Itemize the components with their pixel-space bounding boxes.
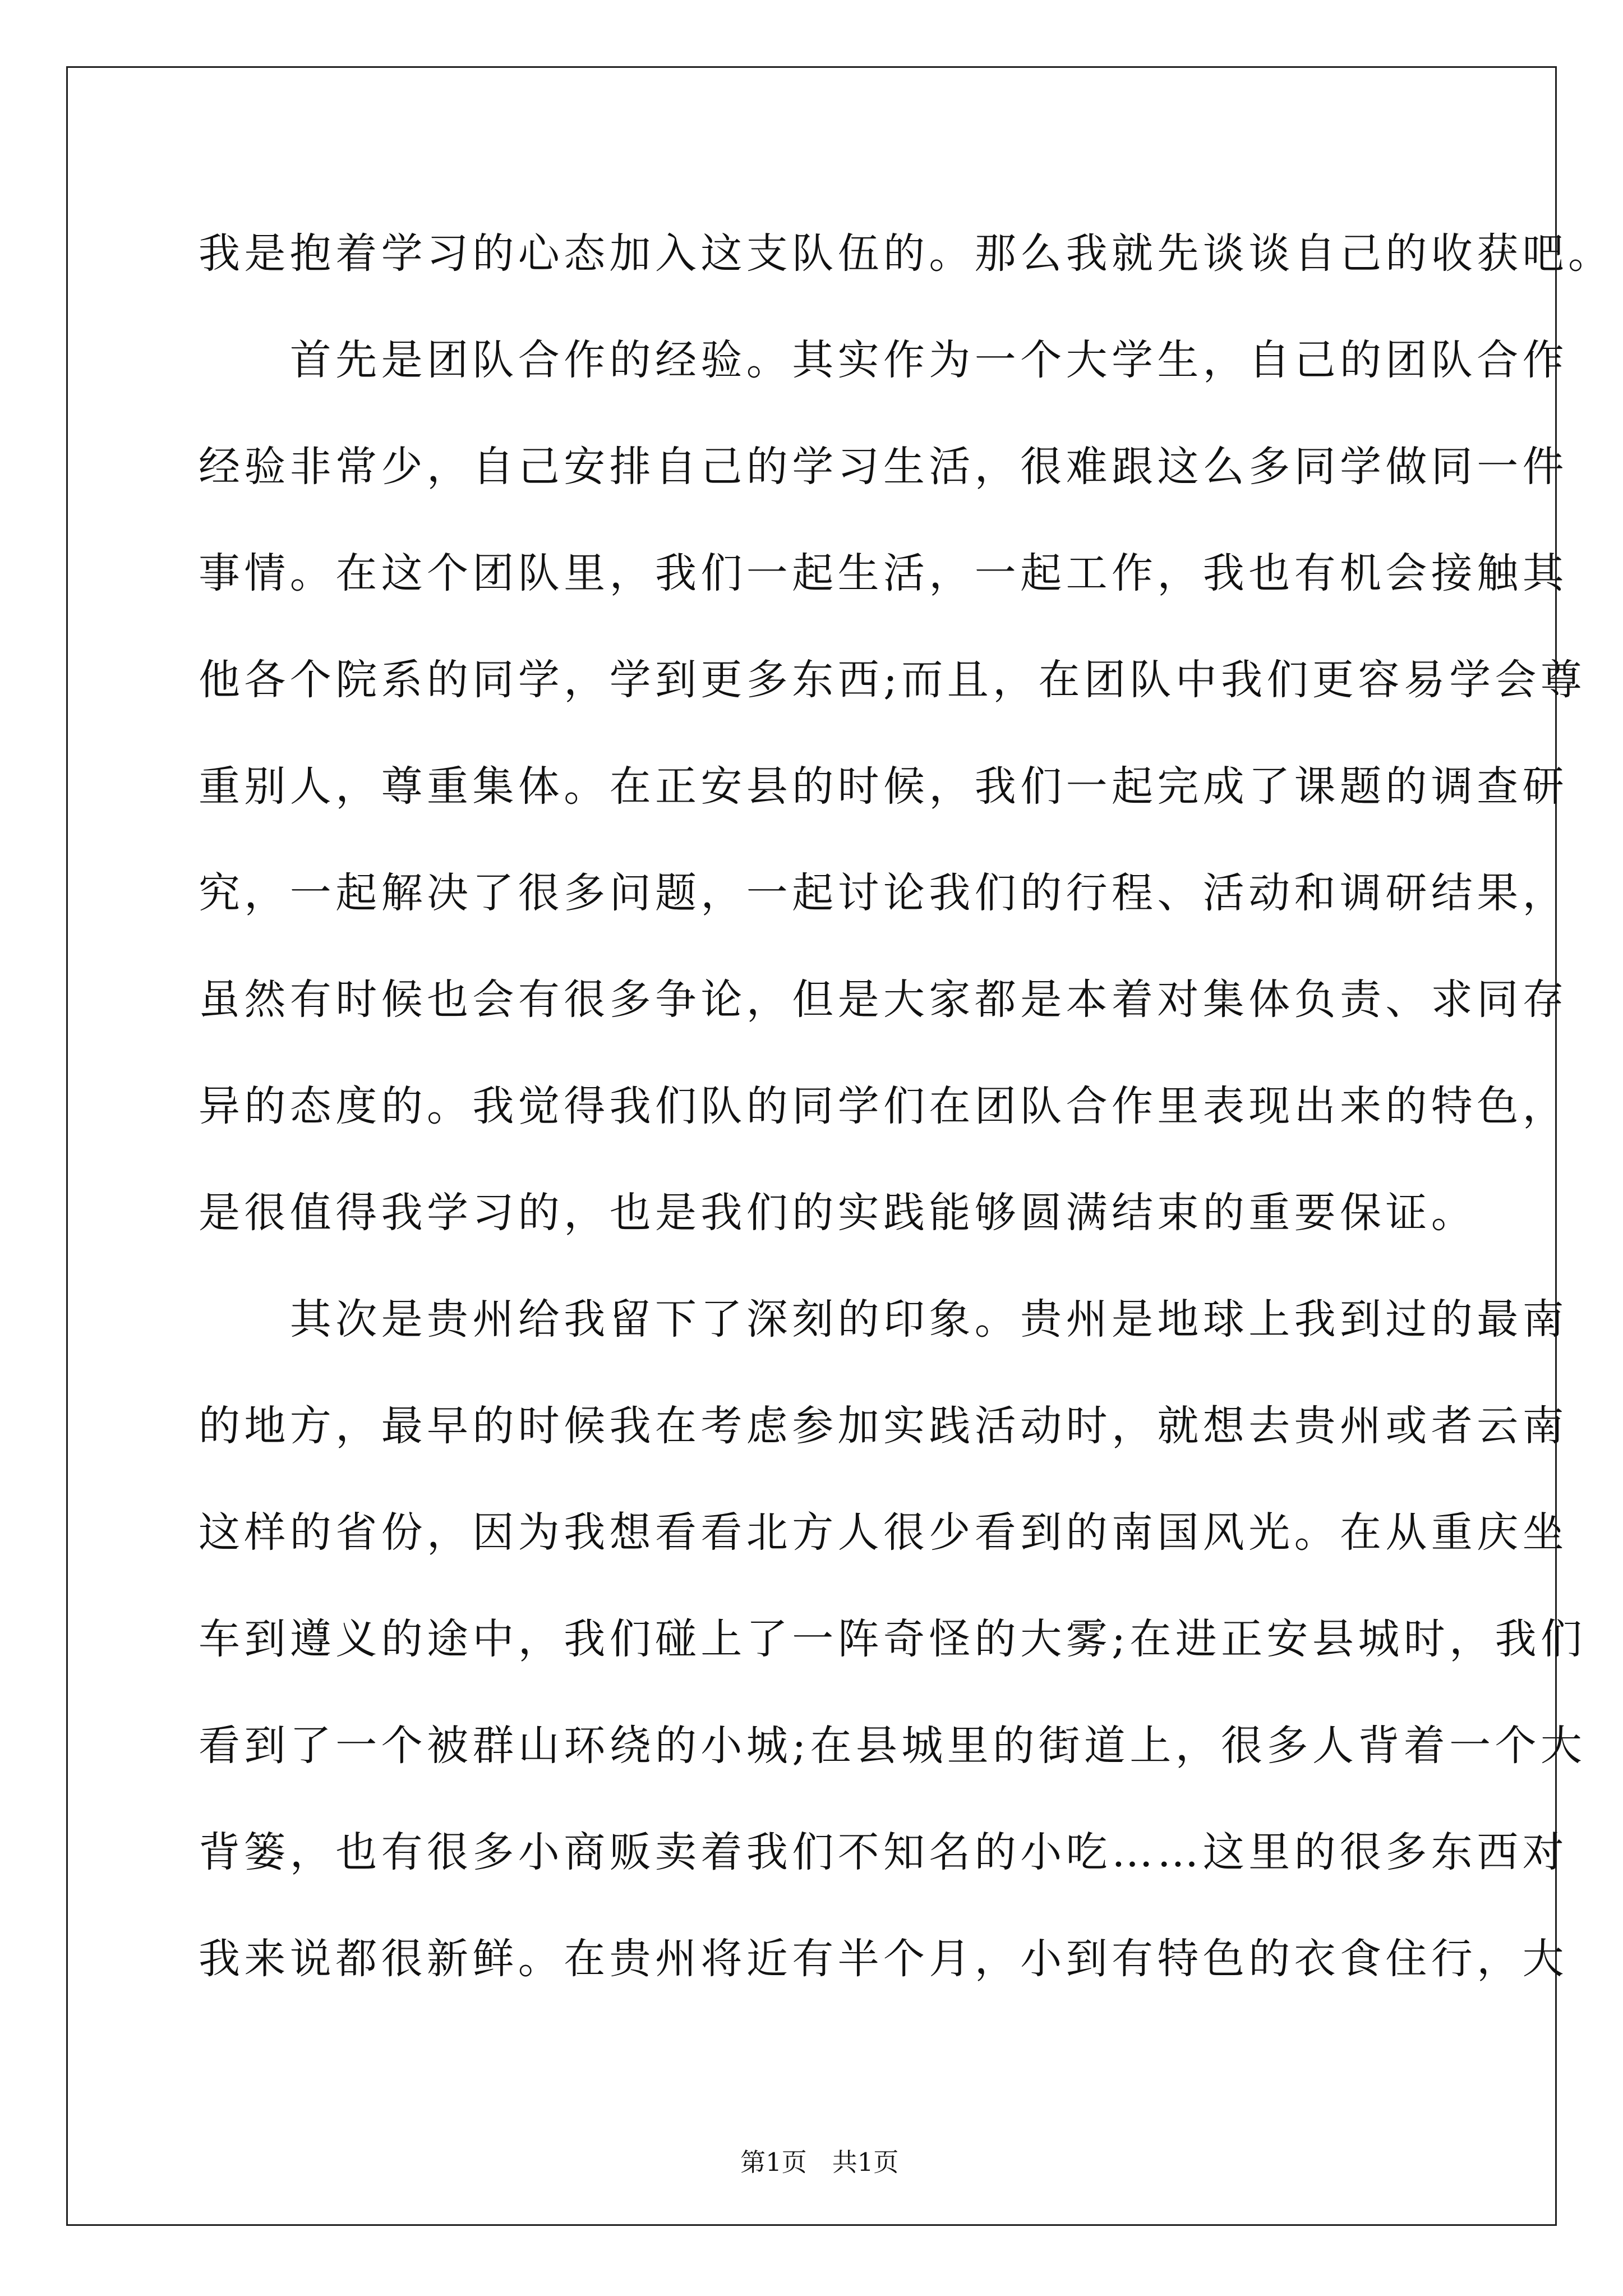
text-line: 我是抱着学习的心态加入这支队伍的。那么我就先谈谈自己的收获吧。 <box>199 229 1614 278</box>
text-line: 事情。在这个团队里，我们一起生活，一起工作，我也有机会接触其 <box>199 549 1568 597</box>
document-body <box>199 220 1614 2032</box>
text-line: 虽然有时候也会有很多争论，但是大家都是本着对集体负责、求同存 <box>199 976 1568 1024</box>
text-line: 我来说都很新鲜。在贵州将近有半个月，小到有特色的衣食住行，大 <box>199 1935 1568 1983</box>
text-line: 其次是贵州给我留下了深刻的印象。贵州是地球上我到过的最南 <box>199 1295 1568 1343</box>
text-line: 重别人，尊重集体。在正安县的时候，我们一起完成了课题的调查研 <box>199 762 1568 811</box>
text-line: 首先是团队合作的经验。其实作为一个大学生，自己的团队合作 <box>199 336 1568 384</box>
text-line: 是很值得我学习的，也是我们的实践能够圆满结束的重要保证。 <box>199 1189 1477 1237</box>
text-line: 经验非常少，自己安排自己的学习生活，很难跟这么多同学做同一件 <box>199 443 1568 491</box>
text-line: 究，一起解决了很多问题，一起讨论我们的行程、活动和调研结果， <box>199 869 1568 917</box>
text-line: 背篓，也有很多小商贩卖着我们不知名的小吃……这里的很多东西对 <box>199 1828 1568 1876</box>
text-line: 这样的省份，因为我想看看北方人很少看到的南国风光。在从重庆坐 <box>199 1508 1568 1557</box>
text-line: 车到遵义的途中，我们碰上了一阵奇怪的大雾;在进正安县城时，我们 <box>199 1615 1587 1663</box>
text-line: 的地方，最早的时候我在考虑参加实践活动时，就想去贵州或者云南 <box>199 1402 1568 1450</box>
page-number: 第1页 共1页 <box>740 2147 899 2177</box>
text-line: 异的态度的。我觉得我们队的同学们在团队合作里表现出来的特色， <box>199 1082 1568 1130</box>
text-line: 看到了一个被群山环绕的小城;在县城里的街道上，很多人背着一个大 <box>199 1722 1587 1770</box>
text-line: 他各个院系的同学，学到更多东西;而且，在团队中我们更容易学会尊 <box>199 656 1587 704</box>
page-footer <box>0 2112 1623 2179</box>
